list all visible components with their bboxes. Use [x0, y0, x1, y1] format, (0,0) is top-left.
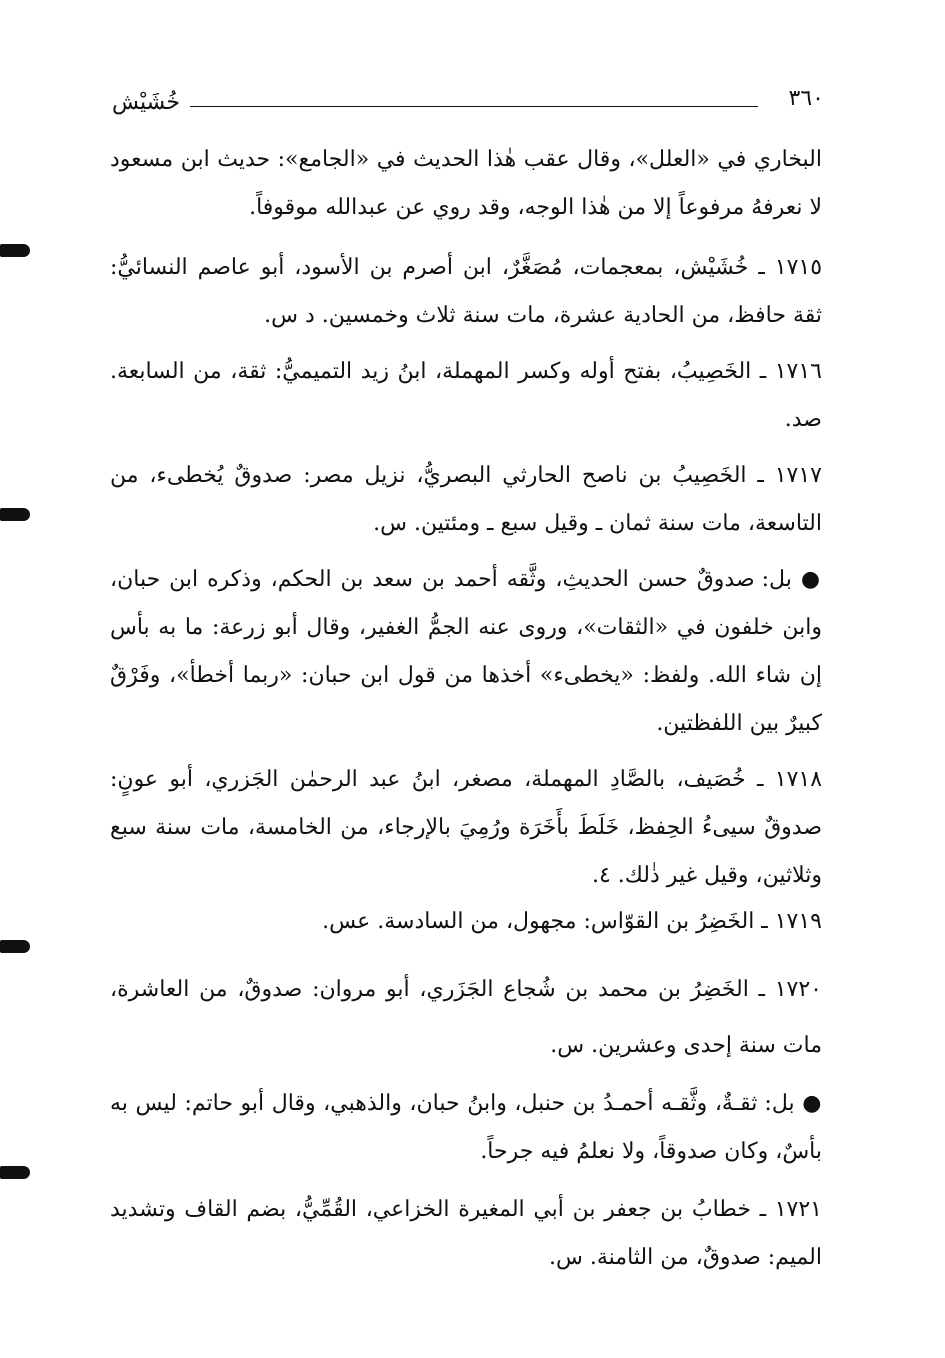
- page-number: ٣٦٠: [788, 86, 824, 111]
- scan-edge-mark: [0, 508, 30, 521]
- editor-note: [110, 556, 822, 748]
- paragraph-text: ١٧١٦ ـ الخَصِيبُ، بفتح أوله وكسر المهملة، ابنُ زيد التميميُّ: ثقة، من السابعة. صد.: [110, 359, 822, 432]
- paragraph-text: ١٧١٧ ـ الخَصِيبُ بن ناصح الحارثي البصريُّ، نزيل مصر: صدوقٌ يُخطىء، من التاسعة، مات سنة ثمان ـ وقيل سبع ـ ومئتين. س.: [110, 463, 822, 536]
- bullet-icon: ●: [802, 1091, 822, 1116]
- entry-1718: [110, 756, 822, 900]
- bullet-icon: ●: [800, 567, 822, 592]
- entry-1719: [110, 898, 822, 946]
- entry-1716: [110, 348, 822, 444]
- paragraph-text: بل: ثقـةٌ، وثَّقـه أحمـدُ بن حنبل، وابنُ حبان، والذهبي، وقال أبو حاتم: ليس به بأسٌ، وكان صدوقاً، ولا نعلمُ فيه جرحاً.: [110, 1091, 822, 1164]
- scan-edge-mark: [0, 1166, 30, 1179]
- paragraph-text: بل: صدوقٌ حسن الحديثِ، وثَّقه أحمد بن سعد بن الحكم، وذكره ابن حبان، وابن خلفون في «الثقات»، وروى عنه الجمُّ الغفير، وقال أبو زرعة: ما به بأس إن شاء الله. ولفظ: «يخطىء» أخذها من قول ابن حبان: «ربما أخطأ»، وفَرْقٌ كبيرٌ بين اللفظتين.: [110, 567, 823, 736]
- scan-edge-mark: [0, 244, 30, 257]
- entry-1720: [110, 962, 822, 1074]
- paragraph-text: ١٧١٨ ـ خُصَيف، بالصَّادِ المهملة، مصغر، ابنُ عبد الرحمٰن الجَزري، أبو عونٍ: صدوقٌ سيىءُ الحِفظ، خَلَطَ بأَخَرَة ورُمِيَ بالإرجاء، من الخامسة، مات سنة سبع وثلاثين، وقيل غير ذٰلك. ٤.: [110, 767, 823, 888]
- entry-1721: [110, 1186, 822, 1282]
- entry-1717: [110, 452, 822, 548]
- scan-edge-mark: [0, 940, 30, 953]
- entry-1715: [110, 244, 822, 340]
- paragraph-text: ١٧١٩ ـ الخَضِرُ بن القوّاس: مجهول، من السادسة. عس.: [322, 909, 822, 934]
- paragraph-text: البخاري في «العلل»، وقال عقب هٰذا الحديث في «الجامع»: حديث ابن مسعود لا نعرفهُ مرفوعاً إلا من هٰذا الوجه، وقد روي عن عبدالله موقوفاً.: [110, 147, 822, 220]
- paragraph-text: ١٧٢١ ـ خطابُ بن جعفر بن أبي المغيرة الخزاعي، القُمِّيُّ، بضم القاف وتشديد الميم: صدوقٌ، من الثامنة. س.: [110, 1197, 822, 1270]
- page-header: [112, 84, 824, 124]
- paragraph-text: ١٧٢٠ ـ الخَضِرُ بن محمد بن شُجاع الجَزَري، أبو مروان: صدوقٌ، من العاشرة، مات سنة إحدى وعشرين. س.: [110, 977, 822, 1058]
- paragraph-continuation: [110, 136, 822, 232]
- running-headword: خُشَيْش: [112, 90, 180, 115]
- header-rule: [190, 106, 758, 107]
- paragraph-text: ١٧١٥ ـ خُشَيْش، بمعجمات، مُصَغَّرٌ، ابن أصرم بن الأسود، أبو عاصم النسائيُّ: ثقة حافظ، من الحادية عشرة، مات سنة ثلاث وخمسين. د س.: [110, 255, 823, 328]
- editor-note: [110, 1080, 822, 1176]
